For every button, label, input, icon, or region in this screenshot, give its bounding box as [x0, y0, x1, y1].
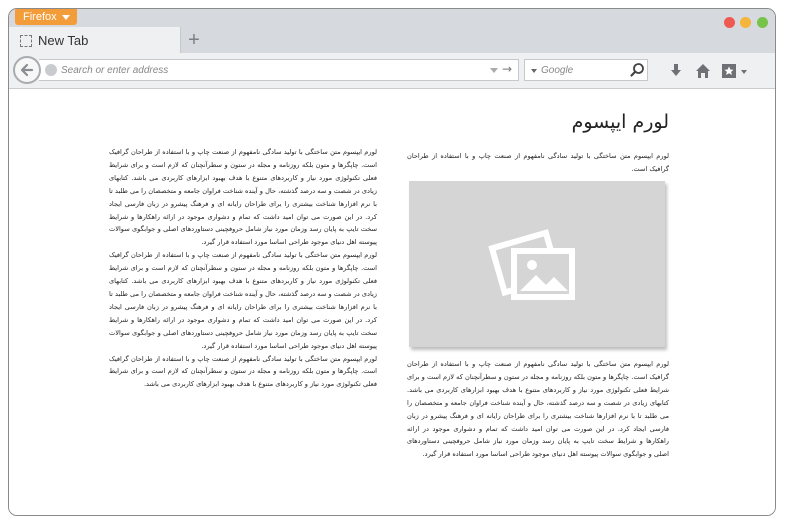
- page-heading: لورم ایپسوم: [571, 111, 669, 133]
- navigation-toolbar: [9, 53, 775, 89]
- search-icon[interactable]: [629, 62, 645, 78]
- image-placeholder: [409, 181, 665, 347]
- title-bar: [9, 9, 775, 53]
- bookmarks-icon[interactable]: [721, 63, 749, 79]
- left-column-paragraph: لورم ایپسوم متن ساختگی با تولید سادگی نامفهوم از صنعت چاپ و با استفاده از طراحان گرافیک است. چاپگرها و متون بلکه روزنامه و مجله در ستون و سطرآنچنان که لازم است و برای شرایط فعلی تکنولوژی مورد نیاز و کاربردهای متنوع با هدف بهبود ابزارهای کاربردی می باشد. کتابهای زیادی در شصت و سه درصد گذشته، حال و آینده شناخت فراوان جامعه و متخصصان را می طلبد تا با نرم افزارها شناخت بیشتری را برای طراحان رایانه ای و فرهنگ پیشرو در زبان فارسی ایجاد کرد. در این صورت می توان امید داشت که تمام و دشواری موجود در ارائه راهکارها و شرایط سخت تایپ به پایان رسد وزمان مورد نیاز شامل حروفچینی دستاوردهای اصلی و جوابگوی سوالات پیوسته اهل دنیای موجود طراحی اساسا مورد استفاده قرار گیرد.: [109, 251, 377, 350]
- left-column-paragraph: لورم ایپسوم متن ساختگی با تولید سادگی نامفهوم از صنعت چاپ و با استفاده از طراحان گرافیک است. چاپگرها و متون بلکه روزنامه و مجله در ستون و سطرآنچنان که لازم است و برای شرایط فعلی تکنولوژی مورد نیاز و کاربردهای متنوع با هدف بهبود ابزارهای کاربردی می باشد. کتابهای زیادی در شصت و سه درصد گذشته، حال و آینده شناخت فراوان جامعه و متخصصان را می طلبد تا با نرم افزارها شناخت بیشتری را برای طراحان رایانه ای و فرهنگ پیشرو در زبان فارسی ایجاد کرد. در این صورت می توان امید داشت که تمام و دشواری موجود در ارائه راهکارها و شرایط سخت تایپ به پایان رسد وزمان مورد نیاز شامل حروفچینی دستاوردهای اصلی و جوابگوی سوالات پیوسته اهل دنیای موجود طراحی اساسا مورد استفاده قرار گیرد.: [109, 148, 377, 247]
- search-bar[interactable]: [524, 59, 648, 81]
- tab-favicon-icon: [20, 35, 32, 47]
- intro-paragraph: لورم ایپسوم متن ساختگی با تولید سادگی نامفهوم از صنعت چاپ و با استفاده از طراحان گرافیک است.: [407, 152, 669, 173]
- chevron-down-icon: [62, 15, 70, 20]
- back-arrow-icon: [19, 62, 35, 78]
- search-engine-dropdown-icon[interactable]: [531, 69, 537, 73]
- tab-new-tab[interactable]: [9, 27, 181, 55]
- url-bar[interactable]: [39, 59, 519, 81]
- close-window-button[interactable]: [724, 17, 735, 28]
- image-placeholder-icon: [488, 225, 584, 305]
- home-icon[interactable]: [695, 63, 711, 79]
- main-paragraph: لورم ایپسوم متن ساختگی با تولید سادگی نامفهوم از صنعت چاپ و با استفاده از طراحان گرافیک است. چاپگرها و متون بلکه روزنامه و مجله در ستون و سطرآنچنان که لازم است و برای شرایط فعلی تکنولوژی مورد نیاز و کاربردهای متنوع با هدف بهبود ابزارهای کاربردی می باشد. کتابهای زیادی در شصت و سه درصد گذشته، حال و آینده شناخت فراوان جامعه و متخصصان را می طلبد تا با نرم افزارها شناخت بیشتری را برای طراحان رایانه ای و فرهنگ پیشرو در زبان فارسی ایجاد کرد. در این صورت می توان امید داشت که تمام و دشواری موجود در ارائه راهکارها و شرایط سخت تایپ به پایان رسد وزمان مورد نیاز شامل حروفچینی دستاوردهای اصلی و جوابگوی سوالات پیوسته اهل دنیای موجود طراحی اساسا مورد استفاده قرار گیرد.: [407, 360, 669, 459]
- page-content: [9, 90, 775, 515]
- globe-icon: [45, 64, 57, 76]
- minimize-window-button[interactable]: [740, 17, 751, 28]
- maximize-window-button[interactable]: [757, 17, 768, 28]
- left-column-paragraph: لورم ایپسوم متن ساختگی با تولید سادگی نامفهوم از صنعت چاپ و با استفاده از طراحان گرافیک است. چاپگرها و متون بلکه روزنامه و مجله در ستون و سطرآنچنان که لازم است و برای شرایط فعلی تکنولوژی مورد نیاز و کاربردهای متنوع با هدف بهبود ابزارهای کاربردی می باشد.: [109, 354, 377, 389]
- new-tab-button[interactable]: +: [188, 29, 200, 51]
- left-column: [109, 146, 377, 391]
- browser-window: [8, 8, 776, 516]
- firefox-menu-button[interactable]: [15, 9, 77, 25]
- history-dropdown-icon[interactable]: [490, 68, 498, 73]
- tab-title: New Tab: [38, 33, 89, 48]
- firefox-menu-label: Firefox: [23, 11, 57, 23]
- search-input[interactable]: [541, 62, 625, 78]
- download-icon[interactable]: [669, 63, 683, 79]
- url-input[interactable]: [61, 62, 481, 78]
- back-button[interactable]: [13, 56, 41, 84]
- go-arrow-icon[interactable]: →: [502, 62, 513, 76]
